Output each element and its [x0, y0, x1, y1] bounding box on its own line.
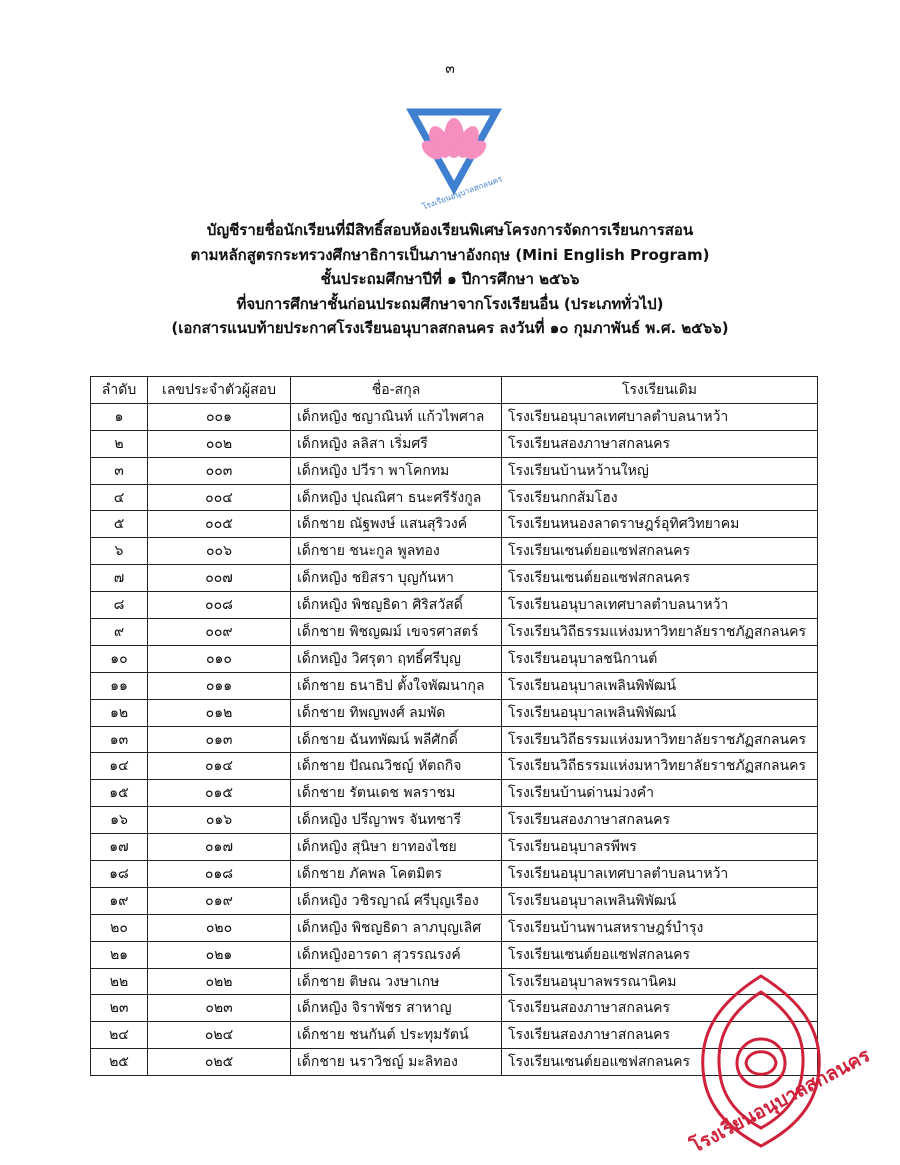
- header-exam-id: เลขประจำตัวผู้สอบ: [148, 377, 291, 404]
- cell-previous-school: โรงเรียนอนุบาลเทศบาลตำบลนาหว้า: [502, 403, 818, 430]
- table-row: [91, 592, 818, 619]
- cell-exam-id: ๐๑๐: [148, 645, 291, 672]
- seal-text: โรงเรียนอนุบาลสกลนคร: [686, 1044, 874, 1158]
- table-row: [91, 565, 818, 592]
- cell-full-name: เด็กหญิง จิราพัชร สาหาญ: [291, 995, 502, 1022]
- cell-order: ๘: [91, 592, 148, 619]
- cell-order: ๒๒: [91, 968, 148, 995]
- cell-order: ๒๑: [91, 941, 148, 968]
- cell-exam-id: ๐๐๙: [148, 619, 291, 646]
- cell-previous-school: โรงเรียนสองภาษาสกลนคร: [502, 807, 818, 834]
- table-row: [91, 914, 818, 941]
- heading-line-5: (เอกสารแนบท้ายประกาศโรงเรียนอนุบาลสกลนคร ลงวันที่ ๑๐ กุมภาพันธ์ พ.ศ. ๒๕๖๖): [171, 319, 729, 337]
- document-heading: [0, 218, 900, 341]
- table-header-row: [91, 377, 818, 404]
- cell-previous-school: โรงเรียนอนุบาลพรรณานิคม: [502, 968, 818, 995]
- cell-order: ๑๕: [91, 780, 148, 807]
- cell-order: ๖: [91, 538, 148, 565]
- cell-order: ๒๔: [91, 1022, 148, 1049]
- heading-line-1: บัญชีรายชื่อนักเรียนที่มีสิทธิ์สอบห้องเรียนพิเศษโครงการจัดการเรียนการสอน: [206, 221, 694, 239]
- cell-previous-school: โรงเรียนวิถีธรรมแห่งมหาวิทยาลัยราชภัฏสกลนคร: [502, 726, 818, 753]
- cell-order: ๑๒: [91, 699, 148, 726]
- table-row: [91, 511, 818, 538]
- cell-previous-school: โรงเรียนบ้านหว้านใหญ่: [502, 457, 818, 484]
- cell-previous-school: โรงเรียนอนุบาลเทศบาลตำบลนาหว้า: [502, 861, 818, 888]
- cell-order: ๒: [91, 430, 148, 457]
- cell-exam-id: ๐๒๔: [148, 1022, 291, 1049]
- cell-full-name: เด็กหญิงอารดา สุวรรณรงค์: [291, 941, 502, 968]
- cell-exam-id: ๐๐๘: [148, 592, 291, 619]
- cell-full-name: เด็กหญิง วิศรุตา ฤทธิ์ศรีบุญ: [291, 645, 502, 672]
- cell-exam-id: ๐๑๗: [148, 834, 291, 861]
- cell-exam-id: ๐๑๔: [148, 753, 291, 780]
- table-row: [91, 538, 818, 565]
- cell-full-name: เด็กชาย ชนกันต์ ประทุมรัตน์: [291, 1022, 502, 1049]
- cell-previous-school: โรงเรียนวิถีธรรมแห่งมหาวิทยาลัยราชภัฏสกลนคร: [502, 619, 818, 646]
- cell-exam-id: ๐๒๑: [148, 941, 291, 968]
- cell-full-name: เด็กชาย ฉันทพัฒน์ พลีศักดิ์: [291, 726, 502, 753]
- cell-exam-id: ๐๑๒: [148, 699, 291, 726]
- cell-exam-id: ๐๒๒: [148, 968, 291, 995]
- heading-line-3: ชั้นประถมศึกษาปีที่ ๑ ปีการศึกษา ๒๕๖๖: [320, 270, 580, 288]
- cell-full-name: เด็กชาย ชนะกูล พูลทอง: [291, 538, 502, 565]
- cell-full-name: เด็กหญิง ชยิสรา บุญกันหา: [291, 565, 502, 592]
- cell-order: ๑๔: [91, 753, 148, 780]
- cell-exam-id: ๐๑๘: [148, 861, 291, 888]
- cell-order: ๑๗: [91, 834, 148, 861]
- cell-order: ๑๓: [91, 726, 148, 753]
- table-row: [91, 780, 818, 807]
- cell-order: ๒๕: [91, 1049, 148, 1076]
- cell-exam-id: ๐๒๐: [148, 914, 291, 941]
- cell-order: ๙: [91, 619, 148, 646]
- table-row: [91, 619, 818, 646]
- cell-order: ๑๙: [91, 887, 148, 914]
- table-row: [91, 403, 818, 430]
- cell-order: ๑๖: [91, 807, 148, 834]
- school-logo: [408, 108, 504, 212]
- cell-full-name: เด็กหญิง ชญาณินท์ แก้วไพศาล: [291, 403, 502, 430]
- cell-order: ๑๑: [91, 672, 148, 699]
- table-row: [91, 861, 818, 888]
- cell-exam-id: ๐๐๗: [148, 565, 291, 592]
- table-row: [91, 699, 818, 726]
- cell-full-name: เด็กชาย ปัณณวิชญ์ หัตถกิจ: [291, 753, 502, 780]
- cell-exam-id: ๐๒๕: [148, 1049, 291, 1076]
- school-seal-stamp: [686, 968, 874, 1158]
- cell-previous-school: โรงเรียนวิถีธรรมแห่งมหาวิทยาลัยราชภัฏสกลนคร: [502, 753, 818, 780]
- table-row: [91, 941, 818, 968]
- cell-order: ๑๘: [91, 861, 148, 888]
- cell-full-name: เด็กหญิง ปุณณิศา ธนะศรีรังกูล: [291, 484, 502, 511]
- cell-previous-school: โรงเรียนกกส้มโฮง: [502, 484, 818, 511]
- table-row: [91, 645, 818, 672]
- header-full-name: ชื่อ-สกุล: [291, 377, 502, 404]
- cell-order: ๔: [91, 484, 148, 511]
- cell-order: ๒๐: [91, 914, 148, 941]
- table-row: [91, 457, 818, 484]
- cell-order: ๑๐: [91, 645, 148, 672]
- cell-previous-school: โรงเรียนเซนต์ยอแซฟสกลนคร: [502, 538, 818, 565]
- cell-full-name: เด็กชาย นราวิชญ์ มะลิทอง: [291, 1049, 502, 1076]
- cell-exam-id: ๐๐๑: [148, 403, 291, 430]
- cell-full-name: เด็กหญิง ปวีรา พาโคกทม: [291, 457, 502, 484]
- cell-full-name: เด็กหญิง พิชญธิดา ลาภบุญเลิศ: [291, 914, 502, 941]
- cell-full-name: เด็กหญิง พิชญธิดา ศิริสวัสดิ์: [291, 592, 502, 619]
- cell-full-name: เด็กชาย ธนาธิป ตั้งใจพัฒนากุล: [291, 672, 502, 699]
- cell-order: ๒๓: [91, 995, 148, 1022]
- cell-previous-school: โรงเรียนอนุบาลเพลินพิพัฒน์: [502, 672, 818, 699]
- logo-text: โรงเรียนอนุบาลสกลนคร: [421, 174, 504, 212]
- cell-order: ๗: [91, 565, 148, 592]
- table-row: [91, 753, 818, 780]
- cell-previous-school: โรงเรียนเซนต์ยอแซฟสกลนคร: [502, 1049, 818, 1076]
- heading-line-2: ตามหลักสูตรกระทรวงศึกษาธิการเป็นภาษาอังกฤษ (Mini English Program): [190, 245, 710, 264]
- cell-exam-id: ๐๑๓: [148, 726, 291, 753]
- table-row: [91, 807, 818, 834]
- cell-previous-school: โรงเรียนสองภาษาสกลนคร: [502, 995, 818, 1022]
- cell-previous-school: โรงเรียนอนุบาลเทศบาลตำบลนาหว้า: [502, 592, 818, 619]
- cell-full-name: เด็กหญิง วชิรญาณ์ ศรีบุญเรือง: [291, 887, 502, 914]
- cell-previous-school: โรงเรียนสองภาษาสกลนคร: [502, 430, 818, 457]
- header-previous-school: โรงเรียนเดิม: [502, 377, 818, 404]
- table-row: [91, 430, 818, 457]
- cell-previous-school: โรงเรียนอนุบาลเพลินพิพัฒน์: [502, 699, 818, 726]
- cell-full-name: เด็กหญิง ลลิสา เริ่มศรี: [291, 430, 502, 457]
- cell-previous-school: โรงเรียนเซนต์ยอแซฟสกลนคร: [502, 941, 818, 968]
- cell-exam-id: ๐๐๓: [148, 457, 291, 484]
- cell-previous-school: โรงเรียนอนุบาลเพลินพิพัฒน์: [502, 887, 818, 914]
- header-order: ลำดับ: [91, 377, 148, 404]
- cell-previous-school: โรงเรียนอนุบาลรพีพร: [502, 834, 818, 861]
- cell-exam-id: ๐๐๕: [148, 511, 291, 538]
- cell-exam-id: ๐๒๓: [148, 995, 291, 1022]
- table-row: [91, 726, 818, 753]
- cell-previous-school: โรงเรียนสองภาษาสกลนคร: [502, 1022, 818, 1049]
- cell-exam-id: ๐๑๕: [148, 780, 291, 807]
- cell-previous-school: โรงเรียนบ้านพานสหราษฎร์บำรุง: [502, 914, 818, 941]
- cell-exam-id: ๐๑๖: [148, 807, 291, 834]
- cell-previous-school: โรงเรียนหนองลาดราษฎร์อุทิศวิทยาคม: [502, 511, 818, 538]
- cell-exam-id: ๐๐๖: [148, 538, 291, 565]
- cell-exam-id: ๐๐๔: [148, 484, 291, 511]
- cell-exam-id: ๐๑๑: [148, 672, 291, 699]
- cell-full-name: เด็กชาย ติษณ วงษาเกษ: [291, 968, 502, 995]
- cell-exam-id: ๐๑๙: [148, 887, 291, 914]
- cell-previous-school: โรงเรียนเซนต์ยอแซฟสกลนคร: [502, 565, 818, 592]
- cell-full-name: เด็กชาย ณัฐพงษ์ แสนสุริวงค์: [291, 511, 502, 538]
- cell-order: ๕: [91, 511, 148, 538]
- cell-full-name: เด็กชาย ทิพญพงศ์ ลมพัด: [291, 699, 502, 726]
- cell-previous-school: โรงเรียนบ้านด่านม่วงคำ: [502, 780, 818, 807]
- cell-full-name: เด็กชาย รัตนเดช พลราชม: [291, 780, 502, 807]
- cell-full-name: เด็กชาย ภัคพล โคตมิตร: [291, 861, 502, 888]
- heading-line-4: ที่จบการศึกษาชั้นก่อนประถมศึกษาจากโรงเรียนอื่น (ประเภททั่วไป): [236, 294, 664, 313]
- table-row: [91, 834, 818, 861]
- cell-order: ๑: [91, 403, 148, 430]
- cell-full-name: เด็กหญิง สุนิษา ยาทองไชย: [291, 834, 502, 861]
- cell-full-name: เด็กหญิง ปรีญาพร จันทชารี: [291, 807, 502, 834]
- table-row: [91, 484, 818, 511]
- table-row: [91, 887, 818, 914]
- cell-exam-id: ๐๐๒: [148, 430, 291, 457]
- cell-full-name: เด็กชาย พิชญฒม์ เขจรศาสตร์: [291, 619, 502, 646]
- table-row: [91, 672, 818, 699]
- page-number: ๓: [445, 61, 455, 77]
- cell-order: ๓: [91, 457, 148, 484]
- cell-previous-school: โรงเรียนอนุบาลชนิกานต์: [502, 645, 818, 672]
